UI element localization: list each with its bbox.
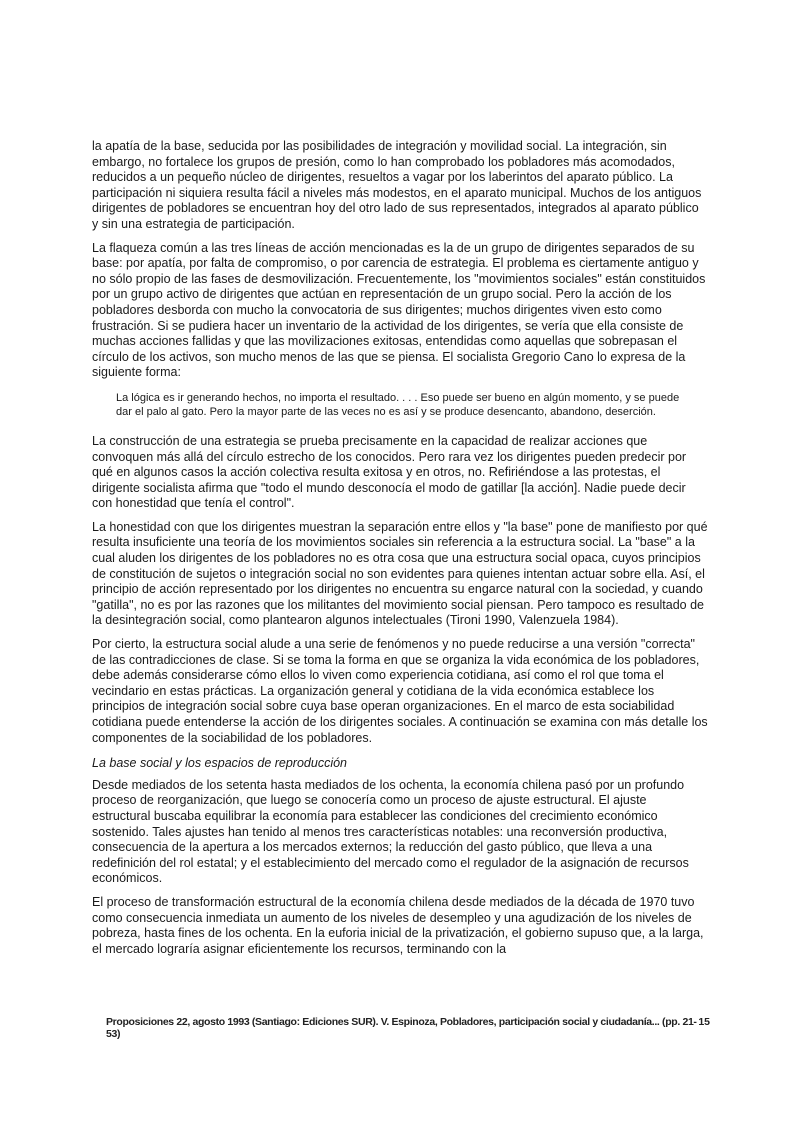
document-body	[92, 139, 708, 965]
paragraph-2: La flaqueza común a las tres líneas de acción mencionadas es la de un grupo de dirigentes separados de su base: por apatía, por falta de compromiso, o por carencia de estrategia. El problema es ciertamente antiguo y no sólo propio de las fases de desmovilización. Frecuentemente, los "movimientos sociales" están constituidos por un grupo activo de dirigentes que actúan en representación de un grupo social. Pero la acción de los pobladores desborda con mucho la convocatoria de sus dirigentes; muchos dirigentes viven esto como frustración. Si se pudiera hacer un inventario de la actividad de los dirigentes, se vería que ella consiste de muchas acciones fallidas y que las movilizaciones exitosas, entendidas como aquellas que sobrepasan el círculo de los activos, son mucho menos de las que se piensa. El socialista Gregorio Cano lo expresa de la siguiente forma:	[92, 240, 706, 380]
paragraph-7: El proceso de transformación estructural de la economía chilena desde mediados de la década de 1970 tuvo como consecuencia inmediata un aumento de los niveles de desempleo y una agudización de los niveles de pobreza, hasta fines de los ochenta. En la euforia inicial de la privatización, el gobierno supuso que, a la larga, el mercado lograría asignar eficientemente los recursos, terminando con la	[92, 894, 704, 956]
page-footer	[106, 1016, 710, 1040]
paragraph-5: Por cierto, la estructura social alude a una serie de fenómenos y no puede reducirse a una versión "correcta" de las contradicciones de clase. Si se toma la forma en que se organiza la vida económica de los pobladores, debe además considerarse cómo ellos lo viven como experiencia cotidiana, así como el rol que toma el vecindario en estas prácticas. La organización general y cotidiana de la vida económica establece los principios de integración social sobre cuya base operan organizaciones. En el marco de esta sociabilidad cotidiana puede entenderse la acción de los dirigentes sociales. A continuación se examina con más detalle los componentes de la sociabilidad de los pobladores.	[92, 637, 708, 745]
paragraph-4: La honestidad con que los dirigentes muestran la separación entre ellos y "la base" pone de manifiesto por qué resulta insuficiente una teoría de los movimientos sociales sin referencia a la estructura social. La "base" a la cual aluden los dirigentes de los pobladores no es otra cosa que una estructura social opaca, cuyos principios de constitución de sujetos o integración social no son evidentes para quienes intentan actuar sobre ella. Así, el principio de acción representado por los dirigentes no encuentra su engarce natural con la sociedad, y cuando "gatilla", no es por las razones que los militantes del movimiento social piensan. Pero tampoco es resultado de la desintegración social, como plantearon algunos intelectuales (Tironi 1990, Valenzuela 1984).	[92, 519, 708, 628]
footer-citation: Proposiciones 22, agosto 1993 (Santiago: Ediciones SUR). V. Espinoza, Pobladores, participación social y ciudadanía... (pp. 21-53)	[106, 1016, 697, 1040]
block-quote: La lógica es ir generando hechos, no importa el resultado. . . . Eso puede ser bueno en algún momento, y se puede dar el palo al gato. Pero la mayor parte de las veces no es así y se produce desencanto, abandono, deserción.	[116, 391, 680, 419]
paragraph-1: la apatía de la base, seducida por las posibilidades de integración y movilidad social. La integración, sin embargo, no fortalece los grupos de presión, como lo han comprobado los pobladores más acomodados, reducidos a un pequeño núcleo de dirigentes, resueltos a vagar por los laberintos del aparato público. La participación ni siquiera resulta fácil a niveles más modestos, en el aparato municipal. Muchos de los antiguos dirigentes de pobladores se encuentran hoy del otro lado de sus representados, integrados al aparato público y sin una estrategia de participación.	[92, 139, 702, 231]
paragraph-3: La construcción de una estrategia se prueba precisamente en la capacidad de realizar acciones que convoquen más allá del círculo estrecho de los conocidos. Pero rara vez los dirigentes pueden predecir por qué en algunos casos la acción colectiva resulta exitosa y en otros, no. Refiriéndose a las protestas, el dirigente socialista afirma que "todo el mundo desconocía el modo de gatillar [la acción]. Nadie puede decir con honestidad que tenía el control".	[92, 433, 687, 511]
section-heading: La base social y los espacios de reproducción	[92, 756, 348, 771]
paragraph-6: Desde mediados de los setenta hasta mediados de los ochenta, la economía chilena pasó por un profundo proceso de reorganización, que luego se conocería como un proceso de ajuste estructural. El ajuste estructural buscaba equilibrar la economía para establecer las condiciones del crecimiento económico sostenido. Tales ajustes han tenido al menos tres características notables: una reconversión productiva, consecuencia de la apertura a los mercados externos; la reducción del gasto público, que lleva a una redefinición del rol estatal; y el establecimiento del mercado como el regulador de la asignación de recursos económicos.	[92, 777, 689, 886]
page-number: 15	[698, 1016, 710, 1028]
